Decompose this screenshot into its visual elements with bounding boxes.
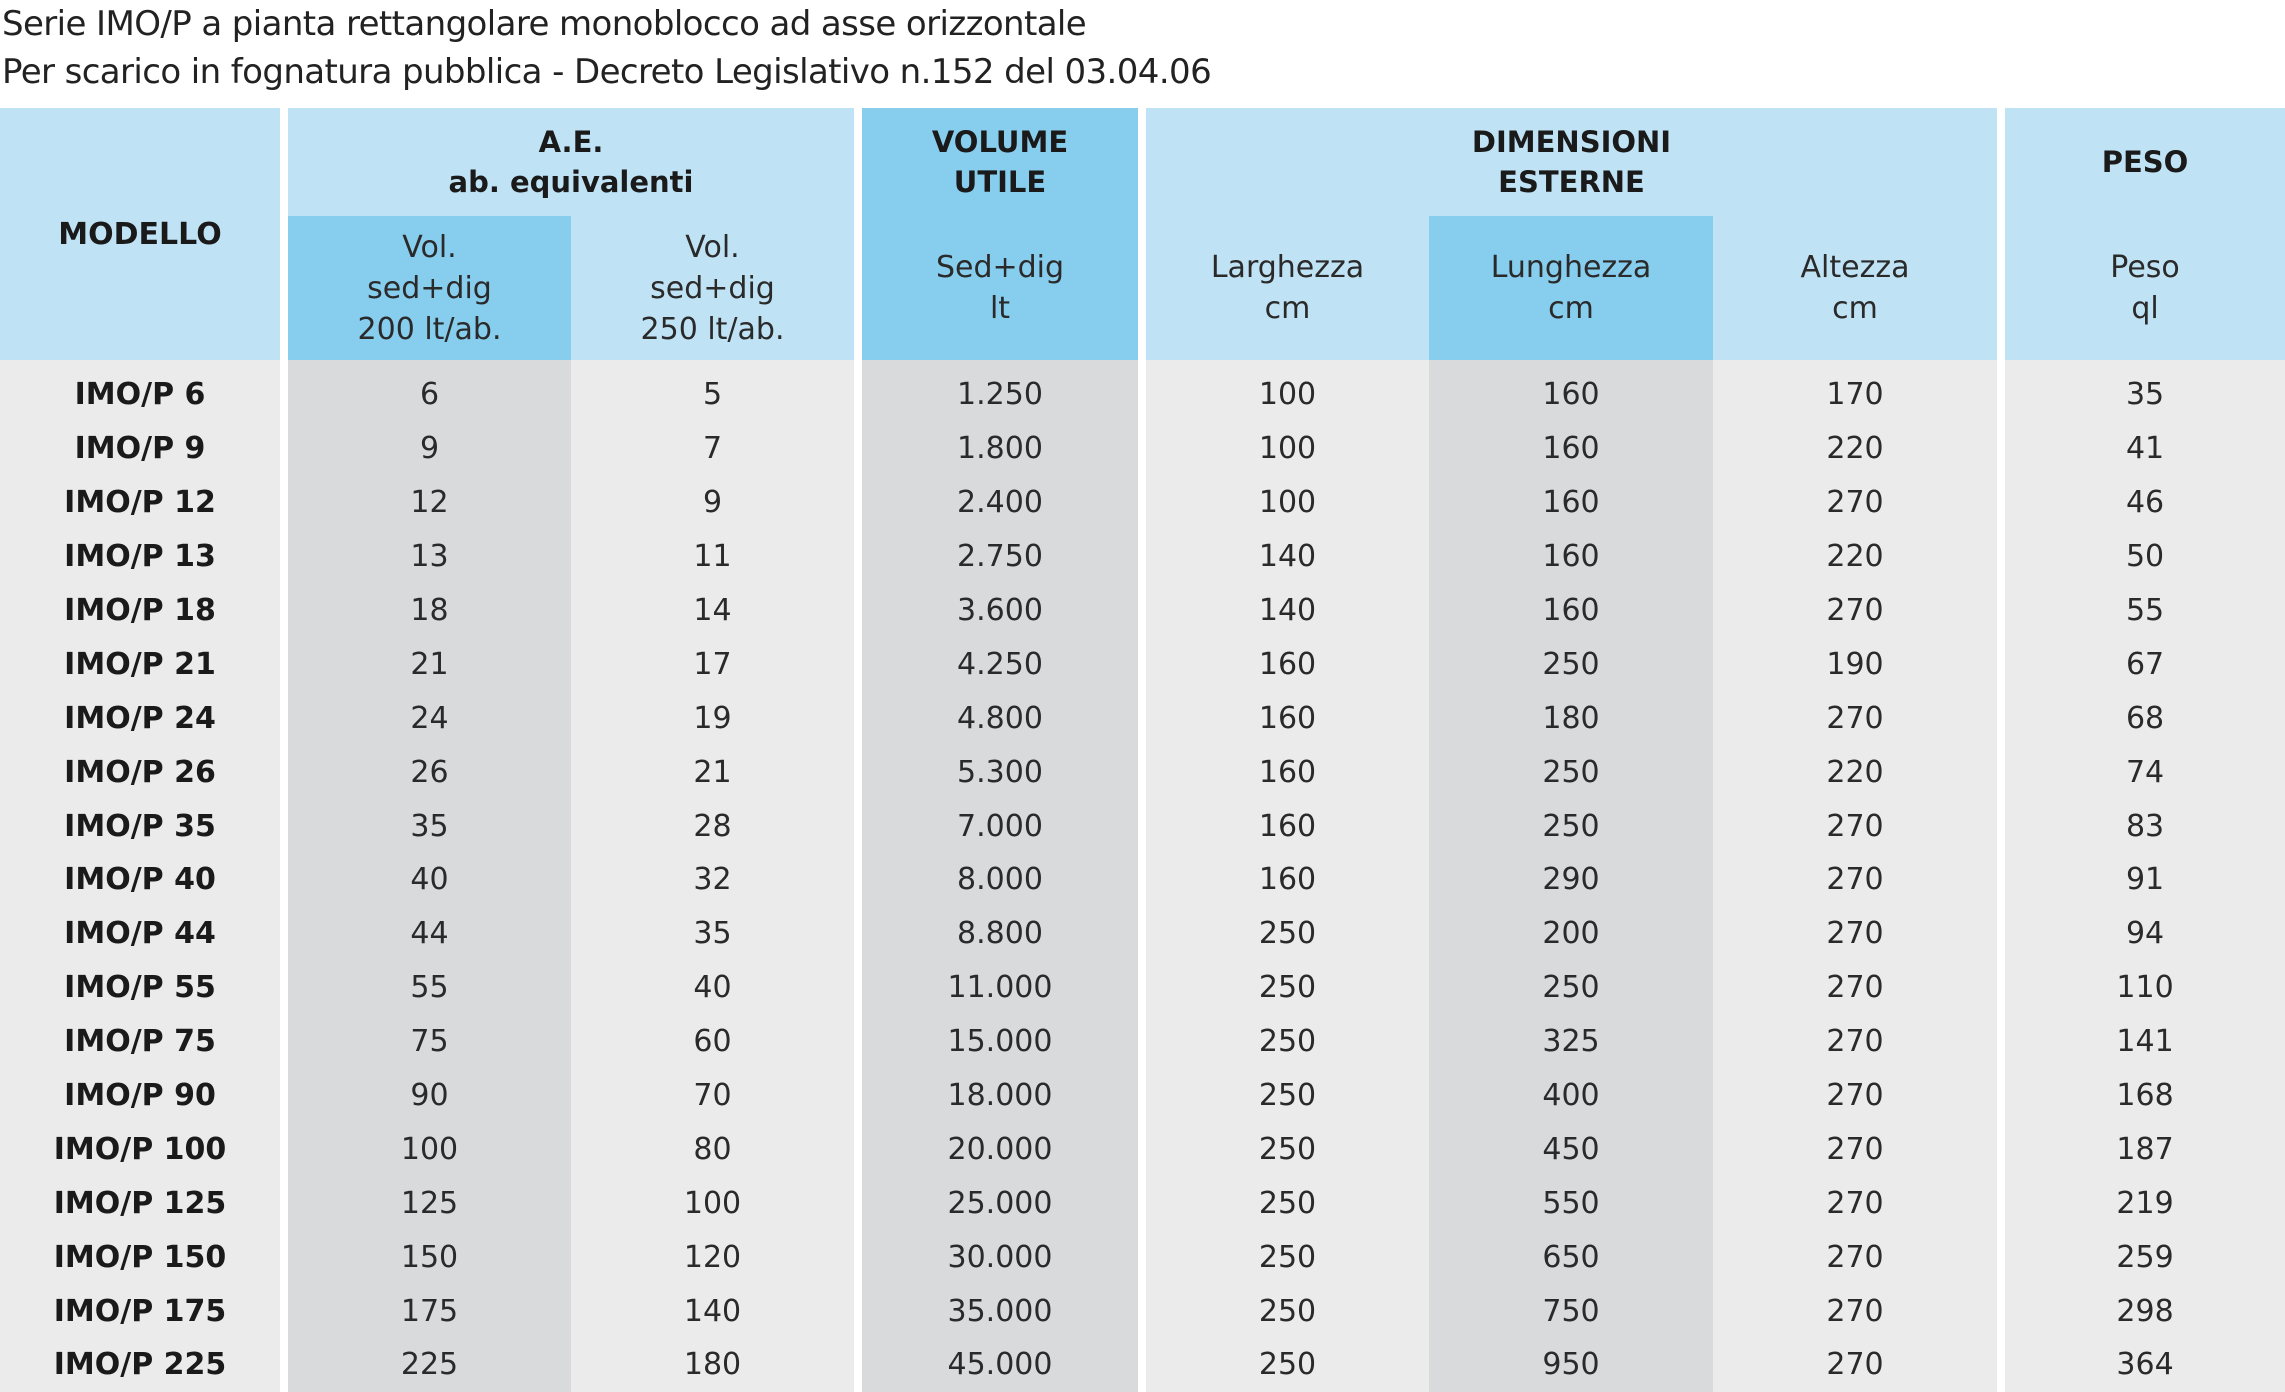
column-separator — [1138, 108, 1146, 360]
cell-peso: 298 — [2005, 1284, 2285, 1338]
table-row — [0, 584, 2285, 638]
column-separator — [1138, 422, 1146, 476]
cell-lunghezza: 200 — [1429, 907, 1713, 961]
table-row — [0, 745, 2285, 799]
cell-model: IMO/P 125 — [0, 1176, 280, 1230]
title-line-2: Per scarico in fognatura pubblica - Decreto Legislativo n.152 del 03.04.06 — [2, 52, 1212, 92]
cell-altezza: 270 — [1713, 1176, 1997, 1230]
cell-peso: 94 — [2005, 907, 2285, 961]
column-separator — [1997, 907, 2005, 961]
table-row — [0, 691, 2285, 745]
cell-volume-utile: 15.000 — [862, 1015, 1138, 1069]
cell-model: IMO/P 9 — [0, 422, 280, 476]
table-row — [0, 360, 2285, 422]
subheader-vol-250-line2: sed+dig — [650, 270, 775, 306]
column-separator — [280, 637, 288, 691]
cell-ae-250: 32 — [571, 853, 854, 907]
cell-lunghezza: 750 — [1429, 1284, 1713, 1338]
table-row — [0, 530, 2285, 584]
cell-lunghezza: 400 — [1429, 1069, 1713, 1123]
cell-lunghezza: 450 — [1429, 1122, 1713, 1176]
cell-ae-250: 180 — [571, 1338, 854, 1392]
cell-volume-utile: 25.000 — [862, 1176, 1138, 1230]
cell-lunghezza: 160 — [1429, 530, 1713, 584]
table-row — [0, 1069, 2285, 1123]
cell-altezza: 270 — [1713, 799, 1997, 853]
subheader-vol-250-line3: 250 lt/ab. — [640, 311, 785, 347]
cell-lunghezza: 180 — [1429, 691, 1713, 745]
cell-model: IMO/P 24 — [0, 691, 280, 745]
cell-ae-250: 17 — [571, 637, 854, 691]
column-separator — [1138, 799, 1146, 853]
column-separator — [280, 1069, 288, 1123]
cell-larghezza: 250 — [1146, 1015, 1429, 1069]
cell-peso: 83 — [2005, 799, 2285, 853]
column-separator — [1138, 691, 1146, 745]
cell-peso: 50 — [2005, 530, 2285, 584]
cell-peso: 364 — [2005, 1338, 2285, 1392]
column-separator — [280, 853, 288, 907]
cell-peso: 110 — [2005, 961, 2285, 1015]
column-separator — [280, 1015, 288, 1069]
cell-volume-utile: 8.800 — [862, 907, 1138, 961]
cell-larghezza: 160 — [1146, 799, 1429, 853]
column-separator — [280, 422, 288, 476]
cell-altezza: 270 — [1713, 1122, 1997, 1176]
cell-volume-utile: 30.000 — [862, 1230, 1138, 1284]
column-separator — [1138, 1176, 1146, 1230]
column-separator — [1138, 476, 1146, 530]
column-separator — [280, 1284, 288, 1338]
cell-ae-250: 9 — [571, 476, 854, 530]
cell-ae-200: 125 — [288, 1176, 571, 1230]
header-dimensioni-line2: ESTERNE — [1498, 165, 1645, 199]
table-row — [0, 476, 2285, 530]
column-separator — [1138, 360, 1146, 422]
cell-peso: 168 — [2005, 1069, 2285, 1123]
cell-model: IMO/P 55 — [0, 961, 280, 1015]
cell-larghezza: 250 — [1146, 1069, 1429, 1123]
cell-peso: 55 — [2005, 584, 2285, 638]
column-separator — [854, 476, 862, 530]
cell-lunghezza: 650 — [1429, 1230, 1713, 1284]
cell-model: IMO/P 90 — [0, 1069, 280, 1123]
table-row — [0, 853, 2285, 907]
table-row — [0, 1176, 2285, 1230]
cell-altezza: 270 — [1713, 1069, 1997, 1123]
cell-ae-200: 75 — [288, 1015, 571, 1069]
cell-peso: 46 — [2005, 476, 2285, 530]
column-separator — [280, 961, 288, 1015]
subheader-altezza-line1: Altezza — [1800, 250, 1910, 285]
cell-peso: 141 — [2005, 1015, 2285, 1069]
column-separator — [1138, 1122, 1146, 1176]
header-volume-line1: VOLUME — [931, 125, 1069, 159]
cell-ae-200: 9 — [288, 422, 571, 476]
cell-model: IMO/P 35 — [0, 799, 280, 853]
cell-peso: 35 — [2005, 360, 2285, 422]
cell-altezza: 170 — [1713, 360, 1997, 422]
table-row — [0, 1230, 2285, 1284]
cell-ae-250: 40 — [571, 961, 854, 1015]
cell-peso: 74 — [2005, 745, 2285, 799]
cell-ae-200: 6 — [288, 360, 571, 422]
subheader-peso — [2005, 216, 2285, 360]
cell-ae-200: 24 — [288, 691, 571, 745]
header-modello: MODELLO — [0, 108, 280, 360]
cell-ae-250: 28 — [571, 799, 854, 853]
subheader-peso-line2: ql — [2131, 291, 2159, 326]
cell-ae-200: 13 — [288, 530, 571, 584]
column-separator — [1997, 745, 2005, 799]
cell-ae-250: 100 — [571, 1176, 854, 1230]
column-separator — [1997, 422, 2005, 476]
cell-ae-250: 80 — [571, 1122, 854, 1176]
column-separator — [854, 1069, 862, 1123]
subheader-vol-200-line2: sed+dig — [367, 270, 492, 306]
cell-model: IMO/P 18 — [0, 584, 280, 638]
column-separator — [1138, 584, 1146, 638]
column-separator — [1997, 1176, 2005, 1230]
table-row — [0, 1338, 2285, 1392]
column-separator — [1997, 1069, 2005, 1123]
header-ae-line2: ab. equivalenti — [448, 165, 694, 199]
column-separator — [854, 961, 862, 1015]
column-separator — [854, 1284, 862, 1338]
column-separator — [1997, 799, 2005, 853]
cell-ae-200: 35 — [288, 799, 571, 853]
cell-lunghezza: 160 — [1429, 360, 1713, 422]
cell-altezza: 270 — [1713, 1284, 1997, 1338]
column-separator — [1997, 108, 2005, 360]
cell-lunghezza: 250 — [1429, 637, 1713, 691]
column-separator — [1138, 853, 1146, 907]
cell-lunghezza: 160 — [1429, 476, 1713, 530]
subheader-vol-200 — [288, 216, 571, 360]
table-body — [0, 360, 2285, 1392]
cell-altezza: 270 — [1713, 907, 1997, 961]
cell-model: IMO/P 75 — [0, 1015, 280, 1069]
cell-ae-250: 14 — [571, 584, 854, 638]
column-separator — [1138, 1338, 1146, 1392]
cell-lunghezza: 250 — [1429, 961, 1713, 1015]
header-dimensioni-line1: DIMENSIONI — [1471, 125, 1672, 159]
table-row — [0, 907, 2285, 961]
cell-larghezza: 160 — [1146, 637, 1429, 691]
cell-larghezza: 250 — [1146, 1230, 1429, 1284]
table-row — [0, 422, 2285, 476]
column-separator — [1997, 637, 2005, 691]
cell-ae-250: 35 — [571, 907, 854, 961]
cell-volume-utile: 20.000 — [862, 1122, 1138, 1176]
column-separator — [854, 799, 862, 853]
cell-model: IMO/P 40 — [0, 853, 280, 907]
cell-lunghezza: 550 — [1429, 1176, 1713, 1230]
column-separator — [1138, 745, 1146, 799]
column-separator — [280, 745, 288, 799]
subheader-larghezza-line2: cm — [1264, 291, 1311, 326]
cell-volume-utile: 35.000 — [862, 1284, 1138, 1338]
column-separator — [854, 530, 862, 584]
cell-altezza: 270 — [1713, 1015, 1997, 1069]
column-separator — [1138, 1230, 1146, 1284]
column-separator — [854, 637, 862, 691]
column-separator — [1997, 1230, 2005, 1284]
column-separator — [854, 1338, 862, 1392]
subheader-larghezza-line1: Larghezza — [1210, 250, 1365, 285]
table-row — [0, 1122, 2285, 1176]
cell-peso: 68 — [2005, 691, 2285, 745]
cell-ae-200: 90 — [288, 1069, 571, 1123]
subheader-vol-250-line1: Vol. — [685, 229, 740, 265]
cell-lunghezza: 950 — [1429, 1338, 1713, 1392]
column-separator — [280, 1122, 288, 1176]
cell-altezza: 220 — [1713, 745, 1997, 799]
cell-peso: 91 — [2005, 853, 2285, 907]
cell-ae-200: 18 — [288, 584, 571, 638]
column-separator — [1138, 961, 1146, 1015]
column-separator — [1997, 1015, 2005, 1069]
cell-larghezza: 160 — [1146, 691, 1429, 745]
table-row — [0, 637, 2285, 691]
cell-lunghezza: 160 — [1429, 422, 1713, 476]
column-separator — [280, 584, 288, 638]
cell-peso: 187 — [2005, 1122, 2285, 1176]
cell-model: IMO/P 21 — [0, 637, 280, 691]
cell-larghezza: 100 — [1146, 422, 1429, 476]
column-separator — [854, 1122, 862, 1176]
subheader-peso-line1: Peso — [2110, 250, 2180, 285]
column-separator — [280, 691, 288, 745]
table-row — [0, 799, 2285, 853]
cell-ae-200: 100 — [288, 1122, 571, 1176]
cell-altezza: 270 — [1713, 691, 1997, 745]
cell-larghezza: 100 — [1146, 360, 1429, 422]
cell-ae-250: 60 — [571, 1015, 854, 1069]
cell-model: IMO/P 13 — [0, 530, 280, 584]
cell-volume-utile: 4.800 — [862, 691, 1138, 745]
document-title — [0, 0, 2285, 96]
cell-volume-utile: 11.000 — [862, 961, 1138, 1015]
cell-larghezza: 140 — [1146, 584, 1429, 638]
column-separator — [280, 799, 288, 853]
column-separator — [1997, 1284, 2005, 1338]
column-separator — [854, 108, 862, 360]
subheader-vol-200-line1: Vol. — [402, 229, 457, 265]
column-separator — [854, 907, 862, 961]
cell-volume-utile: 18.000 — [862, 1069, 1138, 1123]
column-separator — [1997, 530, 2005, 584]
cell-altezza: 270 — [1713, 961, 1997, 1015]
cell-ae-200: 26 — [288, 745, 571, 799]
cell-lunghezza: 250 — [1429, 799, 1713, 853]
cell-larghezza: 100 — [1146, 476, 1429, 530]
cell-larghezza: 250 — [1146, 961, 1429, 1015]
cell-larghezza: 250 — [1146, 1176, 1429, 1230]
cell-larghezza: 250 — [1146, 1122, 1429, 1176]
cell-ae-200: 40 — [288, 853, 571, 907]
cell-model: IMO/P 175 — [0, 1284, 280, 1338]
cell-peso: 219 — [2005, 1176, 2285, 1230]
cell-volume-utile: 45.000 — [862, 1338, 1138, 1392]
subheader-sed-dig-line1: Sed+dig — [935, 250, 1065, 285]
title-line-1: Serie IMO/P a pianta rettangolare monoblocco ad asse orizzontale — [2, 4, 1087, 44]
subheader-sed-dig-line2: lt — [989, 291, 1011, 326]
column-separator — [854, 691, 862, 745]
column-separator — [854, 584, 862, 638]
cell-volume-utile: 5.300 — [862, 745, 1138, 799]
cell-model: IMO/P 100 — [0, 1122, 280, 1176]
cell-peso: 259 — [2005, 1230, 2285, 1284]
header-ae-line1: A.E. — [538, 125, 604, 159]
header-dimensioni — [1146, 108, 1997, 216]
cell-ae-250: 7 — [571, 422, 854, 476]
column-separator — [1138, 1069, 1146, 1123]
cell-volume-utile: 8.000 — [862, 853, 1138, 907]
cell-larghezza: 250 — [1146, 1284, 1429, 1338]
table-row — [0, 1015, 2285, 1069]
column-separator — [1138, 1284, 1146, 1338]
cell-ae-250: 70 — [571, 1069, 854, 1123]
column-separator — [1997, 360, 2005, 422]
header-ae — [288, 108, 854, 216]
cell-altezza: 270 — [1713, 584, 1997, 638]
cell-volume-utile: 2.400 — [862, 476, 1138, 530]
cell-model: IMO/P 6 — [0, 360, 280, 422]
cell-model: IMO/P 26 — [0, 745, 280, 799]
cell-model: IMO/P 150 — [0, 1230, 280, 1284]
cell-model: IMO/P 44 — [0, 907, 280, 961]
subheader-vol-250 — [571, 216, 854, 360]
header-volume-line2: UTILE — [953, 165, 1047, 199]
column-separator — [854, 422, 862, 476]
cell-ae-200: 44 — [288, 907, 571, 961]
column-separator — [280, 476, 288, 530]
header-peso — [2005, 108, 2285, 216]
cell-altezza: 270 — [1713, 853, 1997, 907]
column-separator — [280, 907, 288, 961]
cell-ae-250: 19 — [571, 691, 854, 745]
cell-model: IMO/P 12 — [0, 476, 280, 530]
cell-ae-200: 225 — [288, 1338, 571, 1392]
column-separator — [280, 108, 288, 360]
subheader-lunghezza — [1429, 216, 1713, 360]
column-separator — [1138, 907, 1146, 961]
cell-volume-utile: 2.750 — [862, 530, 1138, 584]
spec-table — [0, 108, 2285, 1392]
header-peso-label: PESO — [2101, 145, 2189, 179]
cell-lunghezza: 290 — [1429, 853, 1713, 907]
column-separator — [854, 853, 862, 907]
column-separator — [854, 360, 862, 422]
subheader-lunghezza-line1: Lunghezza — [1490, 250, 1652, 285]
cell-altezza: 270 — [1713, 1338, 1997, 1392]
cell-ae-200: 175 — [288, 1284, 571, 1338]
column-separator — [1997, 691, 2005, 745]
column-separator — [1138, 530, 1146, 584]
cell-altezza: 220 — [1713, 530, 1997, 584]
cell-lunghezza: 250 — [1429, 745, 1713, 799]
cell-model: IMO/P 225 — [0, 1338, 280, 1392]
column-separator — [1138, 637, 1146, 691]
cell-larghezza: 160 — [1146, 745, 1429, 799]
column-separator — [280, 1230, 288, 1284]
cell-volume-utile: 3.600 — [862, 584, 1138, 638]
subheader-sed-dig — [862, 216, 1138, 360]
cell-ae-250: 21 — [571, 745, 854, 799]
cell-ae-250: 140 — [571, 1284, 854, 1338]
cell-lunghezza: 160 — [1429, 584, 1713, 638]
cell-volume-utile: 1.800 — [862, 422, 1138, 476]
cell-ae-250: 120 — [571, 1230, 854, 1284]
column-separator — [280, 530, 288, 584]
table-row — [0, 961, 2285, 1015]
column-separator — [1997, 1338, 2005, 1392]
cell-lunghezza: 325 — [1429, 1015, 1713, 1069]
cell-altezza: 220 — [1713, 422, 1997, 476]
column-separator — [854, 1015, 862, 1069]
subheader-larghezza — [1146, 216, 1429, 360]
cell-larghezza: 160 — [1146, 853, 1429, 907]
table-header — [0, 108, 2285, 360]
column-separator — [280, 360, 288, 422]
column-separator — [280, 1176, 288, 1230]
cell-ae-200: 12 — [288, 476, 571, 530]
column-separator — [854, 1176, 862, 1230]
column-separator — [1997, 1122, 2005, 1176]
column-separator — [1138, 1015, 1146, 1069]
table-row — [0, 1284, 2285, 1338]
subheader-altezza-line2: cm — [1832, 291, 1878, 326]
subheader-altezza — [1713, 216, 1997, 360]
column-separator — [1997, 476, 2005, 530]
cell-ae-200: 150 — [288, 1230, 571, 1284]
cell-peso: 41 — [2005, 422, 2285, 476]
column-separator — [854, 745, 862, 799]
cell-volume-utile: 1.250 — [862, 360, 1138, 422]
cell-ae-250: 11 — [571, 530, 854, 584]
cell-altezza: 270 — [1713, 476, 1997, 530]
cell-peso: 67 — [2005, 637, 2285, 691]
subheader-lunghezza-line2: cm — [1548, 291, 1594, 326]
cell-larghezza: 250 — [1146, 1338, 1429, 1392]
cell-altezza: 190 — [1713, 637, 1997, 691]
column-separator — [1997, 853, 2005, 907]
cell-altezza: 270 — [1713, 1230, 1997, 1284]
header-volume — [862, 108, 1138, 216]
column-separator — [1997, 961, 2005, 1015]
cell-ae-200: 21 — [288, 637, 571, 691]
cell-ae-200: 55 — [288, 961, 571, 1015]
cell-volume-utile: 4.250 — [862, 637, 1138, 691]
cell-ae-250: 5 — [571, 360, 854, 422]
cell-volume-utile: 7.000 — [862, 799, 1138, 853]
cell-larghezza: 140 — [1146, 530, 1429, 584]
cell-larghezza: 250 — [1146, 907, 1429, 961]
column-separator — [280, 1338, 288, 1392]
column-separator — [1997, 584, 2005, 638]
column-separator — [854, 1230, 862, 1284]
subheader-vol-200-line3: 200 lt/ab. — [357, 311, 502, 347]
